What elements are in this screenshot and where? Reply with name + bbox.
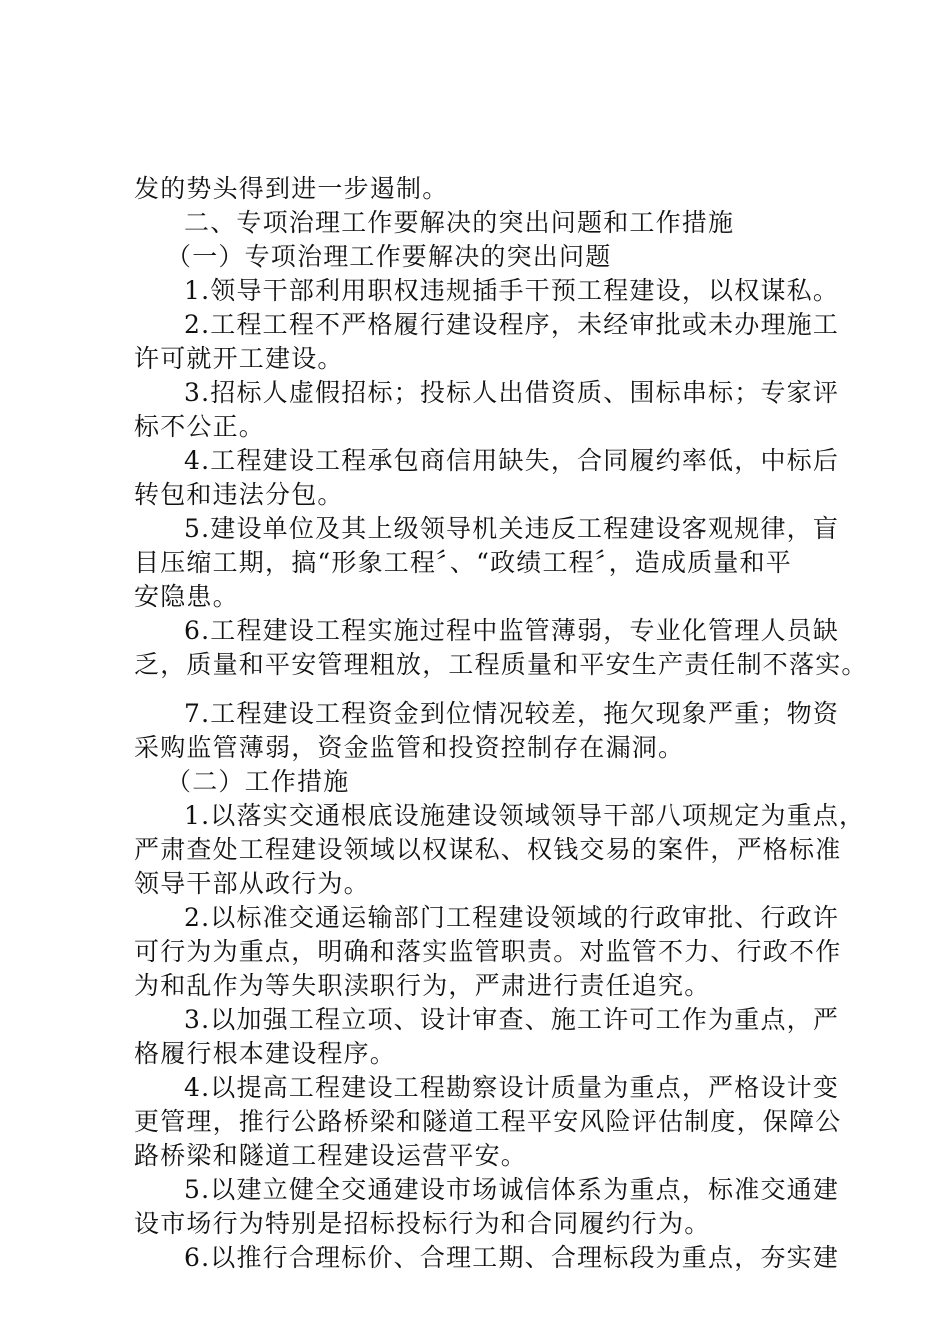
list-item: 3.招标人虚假招标；投标人出借资质、围标串标；专家评 [184, 378, 840, 407]
list-item: 1.以落实交通根底设施建设领域领导干部八项规定为重点， [184, 801, 866, 830]
list-item: 2.工程工程不严格履行建设程序，未经审批或未办理施工 [184, 310, 840, 339]
text-line: 领导干部从政行为。 [134, 869, 370, 898]
text-line: 为和乱作为等失职渎职行为，严肃进行责任追究。 [134, 971, 711, 1000]
list-item: 7.工程建设工程资金到位情况较差，拖欠现象严重；物资 [184, 699, 840, 728]
list-item: 4.工程建设工程承包商信用缺失，合同履约率低，中标后 [184, 446, 840, 475]
text-line: 标不公正。 [134, 412, 266, 441]
text-line: 目压缩工期，搞“形象工程〞、“政绩工程〞，造成质量和平 [134, 548, 792, 577]
list-item: 1.领导干部利用职权违规插手干预工程建设，以权谋私。 [184, 276, 840, 305]
subsection-heading: （二）工作措施 [166, 767, 350, 796]
subsection-heading: （一）专项治理工作要解决的突出问题 [166, 242, 612, 271]
text-line: 转包和违法分包。 [134, 480, 344, 509]
text-line: 严肃查处工程建设领域以权谋私、权钱交易的案件，严格标准 [134, 835, 842, 864]
text-line: 格履行根本建设程序。 [134, 1039, 397, 1068]
list-item: 2.以标准交通运输部门工程建设领域的行政审批、行政许 [184, 903, 840, 932]
list-item: 5.以建立健全交通建设市场诚信体系为重点，标准交通建 [184, 1175, 840, 1204]
text-line: 设市场行为特别是招标投标行为和合同履约行为。 [134, 1209, 711, 1238]
text-line: 采购监管薄弱，资金监管和投资控制存在漏洞。 [134, 733, 685, 762]
text-line: 安隐患。 [134, 582, 239, 611]
section-heading: 二、专项治理工作要解决的突出问题和工作措施 [184, 208, 735, 237]
text-line: 乏，质量和平安管理粗放，工程质量和平安生产责任制不落实。 [134, 650, 868, 679]
list-item: 5.建设单位及其上级领导机关违反工程建设客观规律，盲 [184, 514, 840, 543]
list-item: 4.以提高工程建设工程勘察设计质量为重点，严格设计变 [184, 1073, 840, 1102]
text-line: 发的势头得到进一步遏制。 [134, 174, 449, 203]
text-line: 更管理，推行公路桥梁和隧道工程平安风险评估制度，保障公 [134, 1107, 842, 1136]
text-line: 许可就开工建设。 [134, 344, 344, 373]
text-line: 可行为为重点，明确和落实监管职责。对监管不力、行政不作 [134, 937, 842, 966]
list-item: 3.以加强工程立项、设计审查、施工许可工作为重点，严 [184, 1005, 840, 1034]
list-item: 6.工程建设工程实施过程中监管薄弱，专业化管理人员缺 [184, 616, 840, 645]
text-line: 路桥梁和隧道工程建设运营平安。 [134, 1141, 528, 1170]
list-item: 6.以推行合理标价、合理工期、合理标段为重点，夯实建 [184, 1243, 840, 1272]
